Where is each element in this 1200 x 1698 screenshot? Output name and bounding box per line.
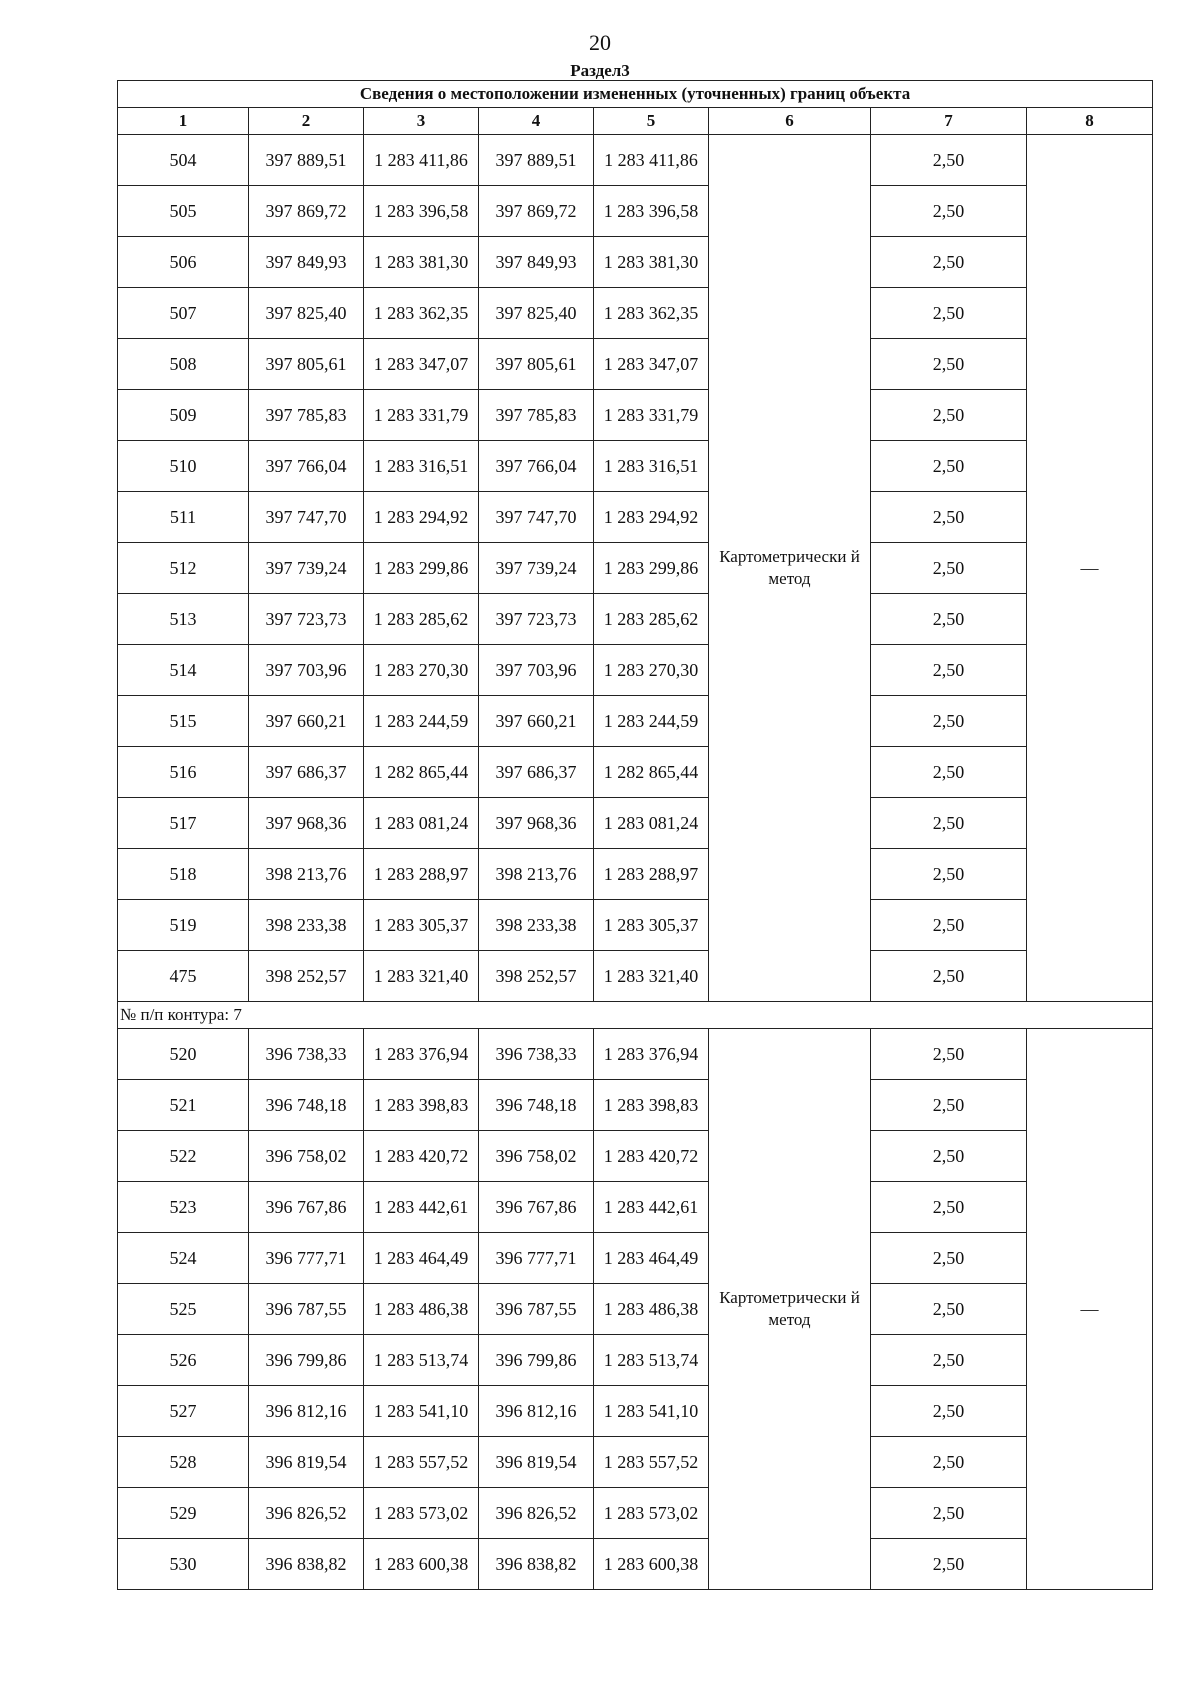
column-number: 4 bbox=[479, 108, 594, 135]
table-cell: 398 252,57 bbox=[249, 951, 364, 1002]
table-cell: 506 bbox=[118, 237, 249, 288]
col8-cell: — bbox=[1027, 1029, 1153, 1590]
table-cell: 1 283 513,74 bbox=[364, 1335, 479, 1386]
table-row bbox=[118, 1080, 1153, 1131]
table-cell: 396 758,02 bbox=[479, 1131, 594, 1182]
table-cell: 1 283 573,02 bbox=[364, 1488, 479, 1539]
table-cell: 397 869,72 bbox=[249, 186, 364, 237]
table-cell: 1 283 442,61 bbox=[594, 1182, 709, 1233]
table-cell: 397 805,61 bbox=[249, 339, 364, 390]
table-cell: 509 bbox=[118, 390, 249, 441]
table-caption: Сведения о местоположении измененных (уточненных) границ объекта bbox=[118, 81, 1153, 108]
table-row bbox=[118, 441, 1153, 492]
column-number: 3 bbox=[364, 108, 479, 135]
table-cell: 1 283 321,40 bbox=[364, 951, 479, 1002]
table-cell: 396 787,55 bbox=[479, 1284, 594, 1335]
table-cell: 396 738,33 bbox=[479, 1029, 594, 1080]
contour-row bbox=[118, 1002, 1153, 1029]
table-cell: 1 283 541,10 bbox=[364, 1386, 479, 1437]
accuracy-cell: 2,50 bbox=[871, 543, 1027, 594]
table-cell: 1 283 081,24 bbox=[364, 798, 479, 849]
table-row bbox=[118, 1182, 1153, 1233]
table-cell: 1 283 420,72 bbox=[364, 1131, 479, 1182]
table-cell: 1 283 398,83 bbox=[594, 1080, 709, 1131]
table-row bbox=[118, 1233, 1153, 1284]
table-cell: 1 283 321,40 bbox=[594, 951, 709, 1002]
table-cell: 396 738,33 bbox=[249, 1029, 364, 1080]
table-cell: 1 283 299,86 bbox=[364, 543, 479, 594]
table-cell: 530 bbox=[118, 1539, 249, 1590]
table-cell: 1 283 299,86 bbox=[594, 543, 709, 594]
table-cell: 526 bbox=[118, 1335, 249, 1386]
table-row bbox=[118, 1386, 1153, 1437]
table-cell: 1 283 270,30 bbox=[594, 645, 709, 696]
table-cell: 1 283 305,37 bbox=[364, 900, 479, 951]
table-cell: 1 283 316,51 bbox=[364, 441, 479, 492]
table-cell: 511 bbox=[118, 492, 249, 543]
table-cell: 397 889,51 bbox=[479, 135, 594, 186]
table-cell: 1 283 285,62 bbox=[364, 594, 479, 645]
table-cell: 1 283 396,58 bbox=[364, 186, 479, 237]
table-cell: 397 686,37 bbox=[249, 747, 364, 798]
table-row bbox=[118, 1539, 1153, 1590]
table-row bbox=[118, 849, 1153, 900]
accuracy-cell: 2,50 bbox=[871, 1029, 1027, 1080]
table-cell: 521 bbox=[118, 1080, 249, 1131]
table-cell: 522 bbox=[118, 1131, 249, 1182]
table-cell: 397 825,40 bbox=[479, 288, 594, 339]
table-cell: 396 819,54 bbox=[249, 1437, 364, 1488]
table-cell: 1 283 464,49 bbox=[364, 1233, 479, 1284]
table-row bbox=[118, 543, 1153, 594]
table-cell: 516 bbox=[118, 747, 249, 798]
table-cell: 397 686,37 bbox=[479, 747, 594, 798]
method-cell: Картометрически й метод bbox=[709, 135, 871, 1002]
table-cell: 397 703,96 bbox=[479, 645, 594, 696]
accuracy-cell: 2,50 bbox=[871, 1080, 1027, 1131]
table-cell: 1 283 331,79 bbox=[594, 390, 709, 441]
table-cell: 396 812,16 bbox=[249, 1386, 364, 1437]
accuracy-cell: 2,50 bbox=[871, 288, 1027, 339]
table-cell: 397 889,51 bbox=[249, 135, 364, 186]
table-row bbox=[118, 1437, 1153, 1488]
accuracy-cell: 2,50 bbox=[871, 1335, 1027, 1386]
table-cell: 507 bbox=[118, 288, 249, 339]
table-cell: 396 799,86 bbox=[479, 1335, 594, 1386]
table-cell: 1 283 486,38 bbox=[364, 1284, 479, 1335]
section-title: Раздел3 bbox=[570, 61, 630, 80]
table-cell: 396 838,82 bbox=[249, 1539, 364, 1590]
table-cell: 1 283 081,24 bbox=[594, 798, 709, 849]
table-cell: 1 283 557,52 bbox=[364, 1437, 479, 1488]
table-cell: 397 660,21 bbox=[249, 696, 364, 747]
table-cell: 1 283 285,62 bbox=[594, 594, 709, 645]
table-cell: 396 777,71 bbox=[249, 1233, 364, 1284]
table-cell: 397 660,21 bbox=[479, 696, 594, 747]
table-cell: 396 819,54 bbox=[479, 1437, 594, 1488]
accuracy-cell: 2,50 bbox=[871, 237, 1027, 288]
table-cell: 397 825,40 bbox=[249, 288, 364, 339]
table-row bbox=[118, 288, 1153, 339]
table-cell: 397 849,93 bbox=[479, 237, 594, 288]
table-cell: 1 283 244,59 bbox=[364, 696, 479, 747]
table-row bbox=[118, 747, 1153, 798]
table-cell: 1 283 347,07 bbox=[364, 339, 479, 390]
table-cell: 397 703,96 bbox=[249, 645, 364, 696]
accuracy-cell: 2,50 bbox=[871, 1284, 1027, 1335]
table-cell: 517 bbox=[118, 798, 249, 849]
table-row bbox=[118, 900, 1153, 951]
table-cell: 1 283 381,30 bbox=[594, 237, 709, 288]
accuracy-cell: 2,50 bbox=[871, 696, 1027, 747]
table-cell: 508 bbox=[118, 339, 249, 390]
table-cell: 397 968,36 bbox=[479, 798, 594, 849]
table-cell: 397 805,61 bbox=[479, 339, 594, 390]
table-row bbox=[118, 696, 1153, 747]
table-cell: 505 bbox=[118, 186, 249, 237]
table-cell: 396 826,52 bbox=[479, 1488, 594, 1539]
table-cell: 1 283 513,74 bbox=[594, 1335, 709, 1386]
column-number: 5 bbox=[594, 108, 709, 135]
accuracy-cell: 2,50 bbox=[871, 747, 1027, 798]
table-cell: 518 bbox=[118, 849, 249, 900]
accuracy-cell: 2,50 bbox=[871, 1437, 1027, 1488]
table-cell: 397 849,93 bbox=[249, 237, 364, 288]
table-cell: 398 233,38 bbox=[479, 900, 594, 951]
table-cell: 1 283 305,37 bbox=[594, 900, 709, 951]
table-row bbox=[118, 390, 1153, 441]
table-cell: 397 723,73 bbox=[249, 594, 364, 645]
table-cell: 1 283 442,61 bbox=[364, 1182, 479, 1233]
table-cell: 396 826,52 bbox=[249, 1488, 364, 1539]
accuracy-cell: 2,50 bbox=[871, 1386, 1027, 1437]
table-cell: 519 bbox=[118, 900, 249, 951]
coordinates-table bbox=[117, 80, 1153, 1590]
table-cell: 396 767,86 bbox=[249, 1182, 364, 1233]
column-number: 1 bbox=[118, 108, 249, 135]
table-cell: 397 785,83 bbox=[479, 390, 594, 441]
contour-label: № п/п контура: 7 bbox=[118, 1002, 1153, 1029]
table-cell: 398 213,76 bbox=[249, 849, 364, 900]
accuracy-cell: 2,50 bbox=[871, 1488, 1027, 1539]
table-cell: 1 283 464,49 bbox=[594, 1233, 709, 1284]
table-cell: 398 233,38 bbox=[249, 900, 364, 951]
table-cell: 396 748,18 bbox=[479, 1080, 594, 1131]
column-number-row bbox=[118, 108, 1153, 135]
accuracy-cell: 2,50 bbox=[871, 186, 1027, 237]
table-cell: 475 bbox=[118, 951, 249, 1002]
table-cell: 1 283 411,86 bbox=[364, 135, 479, 186]
table-cell: 1 283 294,92 bbox=[364, 492, 479, 543]
table-row bbox=[118, 594, 1153, 645]
table-cell: 1 282 865,44 bbox=[364, 747, 479, 798]
table-cell: 510 bbox=[118, 441, 249, 492]
table-row bbox=[118, 1335, 1153, 1386]
table-cell: 397 739,24 bbox=[249, 543, 364, 594]
table-row bbox=[118, 1131, 1153, 1182]
table-cell: 512 bbox=[118, 543, 249, 594]
table-cell: 1 283 557,52 bbox=[594, 1437, 709, 1488]
accuracy-cell: 2,50 bbox=[871, 135, 1027, 186]
table-cell: 528 bbox=[118, 1437, 249, 1488]
accuracy-cell: 2,50 bbox=[871, 441, 1027, 492]
table-row bbox=[118, 798, 1153, 849]
column-number: 6 bbox=[709, 108, 871, 135]
accuracy-cell: 2,50 bbox=[871, 390, 1027, 441]
table-cell: 397 869,72 bbox=[479, 186, 594, 237]
accuracy-cell: 2,50 bbox=[871, 339, 1027, 390]
table-cell: 1 283 294,92 bbox=[594, 492, 709, 543]
table-cell: 397 747,70 bbox=[479, 492, 594, 543]
table-cell: 1 283 316,51 bbox=[594, 441, 709, 492]
table-row bbox=[118, 951, 1153, 1002]
table-cell: 397 766,04 bbox=[249, 441, 364, 492]
table-cell: 1 283 381,30 bbox=[364, 237, 479, 288]
accuracy-cell: 2,50 bbox=[871, 1233, 1027, 1284]
page-number: 20 bbox=[589, 30, 611, 55]
table-cell: 396 812,16 bbox=[479, 1386, 594, 1437]
table-cell: 524 bbox=[118, 1233, 249, 1284]
table-cell: 1 283 362,35 bbox=[594, 288, 709, 339]
column-number: 8 bbox=[1027, 108, 1153, 135]
accuracy-cell: 2,50 bbox=[871, 798, 1027, 849]
table-cell: 397 747,70 bbox=[249, 492, 364, 543]
table-row bbox=[118, 339, 1153, 390]
table-cell: 1 283 347,07 bbox=[594, 339, 709, 390]
table-cell: 523 bbox=[118, 1182, 249, 1233]
table-cell: 1 283 573,02 bbox=[594, 1488, 709, 1539]
table-cell: 529 bbox=[118, 1488, 249, 1539]
table-cell: 396 777,71 bbox=[479, 1233, 594, 1284]
table-cell: 1 283 411,86 bbox=[594, 135, 709, 186]
table-cell: 1 282 865,44 bbox=[594, 747, 709, 798]
table-cell: 396 767,86 bbox=[479, 1182, 594, 1233]
table-cell: 397 723,73 bbox=[479, 594, 594, 645]
table-cell: 397 785,83 bbox=[249, 390, 364, 441]
table-row bbox=[118, 645, 1153, 696]
table-row bbox=[118, 1284, 1153, 1335]
table-cell: 1 283 398,83 bbox=[364, 1080, 479, 1131]
table-cell: 397 766,04 bbox=[479, 441, 594, 492]
column-number: 7 bbox=[871, 108, 1027, 135]
table-cell: 1 283 376,94 bbox=[594, 1029, 709, 1080]
table-row bbox=[118, 237, 1153, 288]
table-cell: 1 283 376,94 bbox=[364, 1029, 479, 1080]
table-cell: 1 283 396,58 bbox=[594, 186, 709, 237]
method-cell: Картометрически й метод bbox=[709, 1029, 871, 1590]
table-row bbox=[118, 1488, 1153, 1539]
table-row bbox=[118, 492, 1153, 543]
table-cell: 527 bbox=[118, 1386, 249, 1437]
table-cell: 1 283 288,97 bbox=[364, 849, 479, 900]
table-cell: 513 bbox=[118, 594, 249, 645]
table-cell: 1 283 600,38 bbox=[594, 1539, 709, 1590]
table-cell: 396 799,86 bbox=[249, 1335, 364, 1386]
table-cell: 396 748,18 bbox=[249, 1080, 364, 1131]
table-row bbox=[118, 135, 1153, 186]
table-cell: 397 968,36 bbox=[249, 798, 364, 849]
accuracy-cell: 2,50 bbox=[871, 900, 1027, 951]
table-cell: 1 283 541,10 bbox=[594, 1386, 709, 1437]
table-cell: 1 283 420,72 bbox=[594, 1131, 709, 1182]
accuracy-cell: 2,50 bbox=[871, 1131, 1027, 1182]
table-cell: 397 739,24 bbox=[479, 543, 594, 594]
table-cell: 504 bbox=[118, 135, 249, 186]
table-cell: 525 bbox=[118, 1284, 249, 1335]
table-cell: 515 bbox=[118, 696, 249, 747]
table-cell: 1 283 244,59 bbox=[594, 696, 709, 747]
table-row bbox=[118, 186, 1153, 237]
accuracy-cell: 2,50 bbox=[871, 1539, 1027, 1590]
table-row bbox=[118, 1029, 1153, 1080]
table-cell: 1 283 288,97 bbox=[594, 849, 709, 900]
table-cell: 396 787,55 bbox=[249, 1284, 364, 1335]
table-cell: 396 758,02 bbox=[249, 1131, 364, 1182]
column-number: 2 bbox=[249, 108, 364, 135]
table-cell: 514 bbox=[118, 645, 249, 696]
accuracy-cell: 2,50 bbox=[871, 594, 1027, 645]
table-cell: 1 283 270,30 bbox=[364, 645, 479, 696]
table-cell: 1 283 362,35 bbox=[364, 288, 479, 339]
col8-cell: — bbox=[1027, 135, 1153, 1002]
table-cell: 520 bbox=[118, 1029, 249, 1080]
table-cell: 1 283 486,38 bbox=[594, 1284, 709, 1335]
accuracy-cell: 2,50 bbox=[871, 1182, 1027, 1233]
table-cell: 398 252,57 bbox=[479, 951, 594, 1002]
table-cell: 1 283 331,79 bbox=[364, 390, 479, 441]
accuracy-cell: 2,50 bbox=[871, 492, 1027, 543]
table-cell: 396 838,82 bbox=[479, 1539, 594, 1590]
table-cell: 398 213,76 bbox=[479, 849, 594, 900]
accuracy-cell: 2,50 bbox=[871, 645, 1027, 696]
table-cell: 1 283 600,38 bbox=[364, 1539, 479, 1590]
accuracy-cell: 2,50 bbox=[871, 951, 1027, 1002]
accuracy-cell: 2,50 bbox=[871, 849, 1027, 900]
